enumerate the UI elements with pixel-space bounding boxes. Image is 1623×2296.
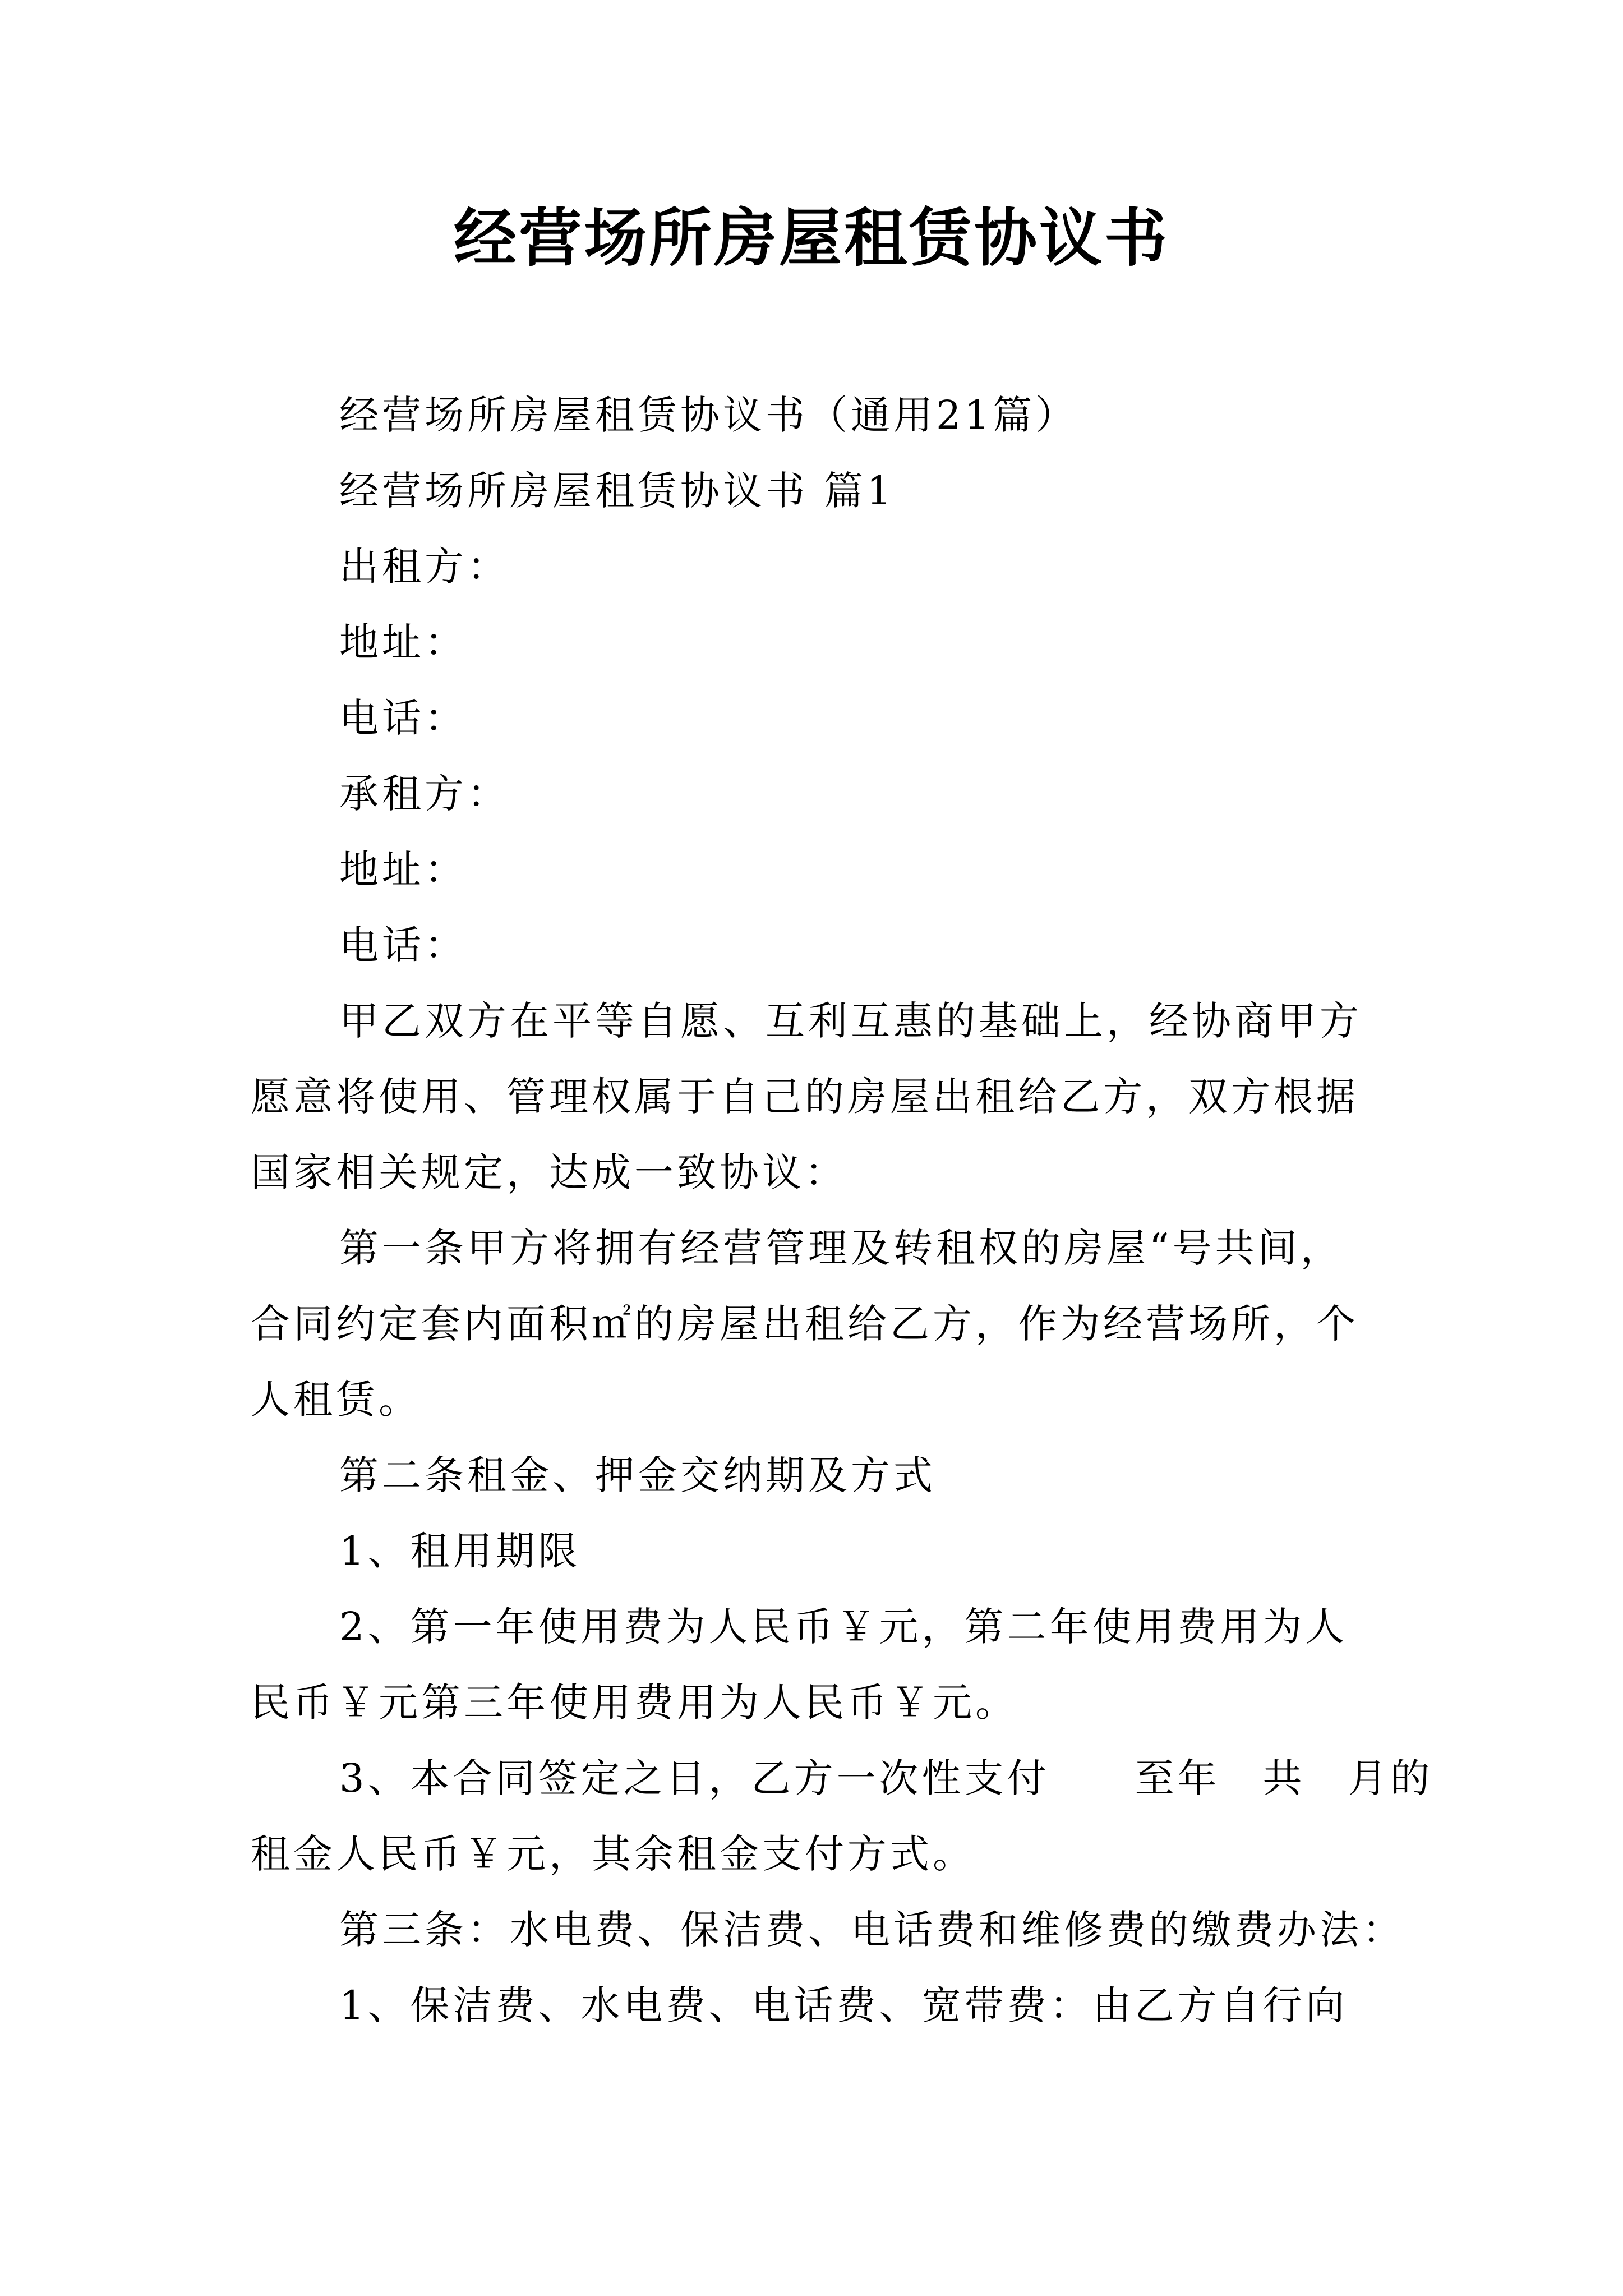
article-2-item: 民币￥元第三年使用费用为人民币￥元。 — [251, 1680, 1018, 1726]
subtitle-line: 经营场所房屋租赁协议书（通用21篇） — [339, 392, 1078, 438]
paragraph-line: 甲乙双方在平等自愿、互利互惠的基础上，经协商甲方 — [339, 998, 1362, 1044]
document-title: 经营场所房屋租赁协议书 — [454, 201, 1169, 275]
paragraph-line: 国家相关规定，达成一致协议： — [251, 1149, 847, 1195]
lessee-label: 承租方： — [339, 771, 510, 817]
article-1-line: 第一条甲方将拥有经营管理及转租权的房屋“号共间， — [339, 1225, 1343, 1271]
article-2-heading: 第二条租金、押金交纳期及方式 — [339, 1452, 936, 1498]
article-2-item: 3、本合同签定之日，乙方一次性支付 至年 共 月的 — [339, 1755, 1433, 1801]
lessor-phone-label: 电话： — [339, 695, 467, 741]
article-2-item: 2、第一年使用费为人民币￥元，第二年使用费用为人 — [339, 1604, 1348, 1650]
article-1-line: 合同约定套内面积㎡的房屋出租给乙方，作为经营场所，个 — [251, 1301, 1359, 1347]
section-heading: 经营场所房屋租赁协议书 篇1 — [339, 468, 895, 514]
article-2-item: 租金人民币￥元，其余租金支付方式。 — [251, 1831, 975, 1877]
article-2-item: 1、租用期限 — [339, 1528, 581, 1574]
lessor-address-label: 地址： — [339, 619, 467, 665]
article-3-heading: 第三条：水电费、保洁费、电话费和维修费的缴费办法： — [339, 1907, 1405, 1953]
lessee-phone-label: 电话： — [339, 922, 467, 968]
article-3-item: 1、保洁费、水电费、电话费、宽带费：由乙方自行向 — [339, 1982, 1348, 2028]
paragraph-line: 愿意将使用、管理权属于自己的房屋出租给乙方，双方根据 — [251, 1074, 1359, 1120]
lessor-label: 出租方： — [339, 544, 510, 590]
article-1-line: 人租赁。 — [251, 1377, 421, 1423]
lessee-address-label: 地址： — [339, 846, 467, 892]
